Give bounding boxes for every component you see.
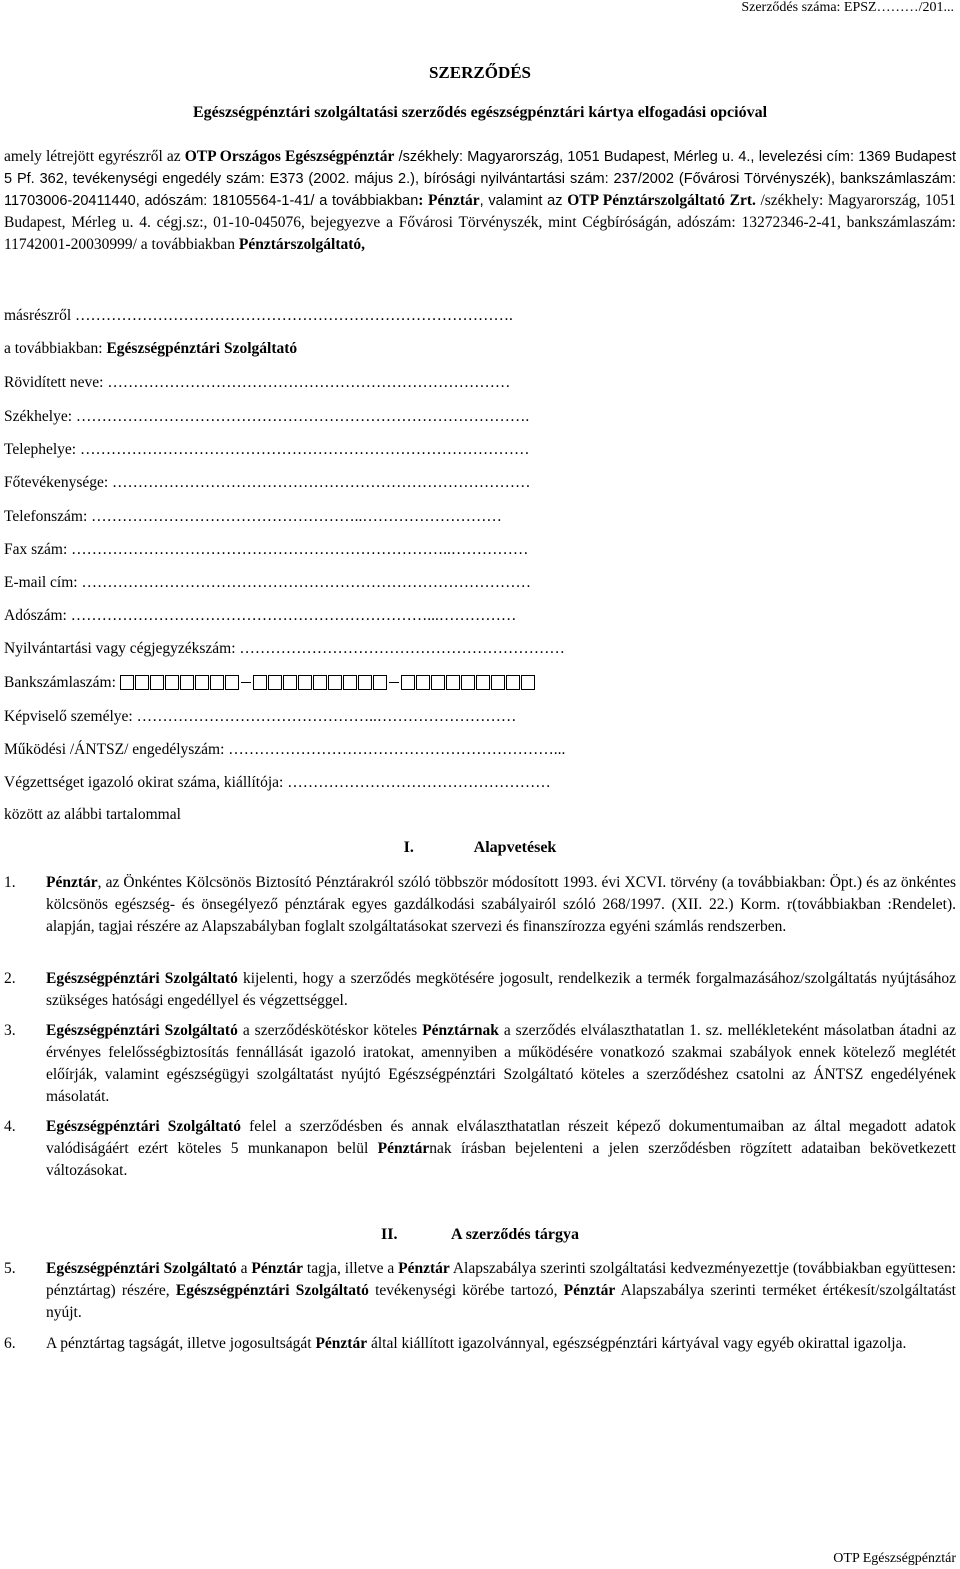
short-name-field[interactable]: Rövidített neve: …………………………………………………………………… [4, 374, 511, 391]
paragraph-6-number: 6. [4, 1335, 16, 1352]
paragraph-5-bold-1: Egészségpénztári Szolgáltató [46, 1260, 237, 1277]
intro-text-2: /székhely: Magyarország, 1051 Budapest, Mérleg u. 4., levelezési cím: 1369 Budapest 5 Pf. 362, tevékenységi engedély szám: E373 (2002. május 2.), bírósági nyilvántartási szám: 237/2002 (Fővárosi Törvényszék), bankszámlaszám: 11703006-20411440, adószám: 18105564-1-41/ a továbbiakban [4, 149, 956, 209]
paragraph-6-text-1: A pénztártag tagságát, illetve jogosultságát [46, 1335, 316, 1352]
digit-box[interactable] [313, 675, 327, 690]
paragraph-5-text-2: tagja, illetve a [303, 1260, 399, 1277]
content-intro-line: között az alábbi tartalommal [4, 806, 181, 823]
paragraph-5-number: 5. [4, 1260, 16, 1277]
contract-number-header: Szerződés száma: EPSZ………/201... [741, 0, 954, 15]
fund-short-name: : Pénztár [418, 192, 480, 209]
paragraph-5-text-4: tevékenységi körébe tartozó, [368, 1282, 564, 1299]
paragraph-5-bold-3: Pénztár [398, 1260, 450, 1277]
paragraph-4 [4, 1116, 956, 1182]
section-1-title: Alapvetések [473, 839, 557, 856]
paragraph-4-text-1: felel a szerződésben és annak elválaszthatatlan részeit képező dokumentumaiban az által megadott adatok valódiságáért ezért köteles 5 munkanapon belül [46, 1118, 957, 1157]
document-subtitle: Egészségpénztári szolgáltatási szerződés egészségpénztári kártya elfogadási opcióval [192, 104, 768, 121]
digit-box[interactable] [165, 675, 179, 690]
digit-box[interactable] [373, 675, 387, 690]
paragraph-5-text-3: Alapszabálya szerinti szolgáltatási kedvezményezettje (továbbiakban együttesen: pénztártag) részére, [46, 1260, 956, 1299]
digit-box[interactable] [150, 675, 164, 690]
section-2-number: II. [381, 1226, 398, 1243]
digit-box[interactable] [358, 675, 372, 690]
paragraph-1-number: 1. [4, 874, 16, 891]
seat-field[interactable]: Székhelye: ……………………………………………………………………………. [4, 408, 530, 425]
digit-box[interactable] [328, 675, 342, 690]
paragraph-5-text-5: Alapszabálya szerinti terméket értékesít/szolgáltatást nyújt. [46, 1282, 956, 1321]
digit-box[interactable] [506, 675, 520, 690]
paragraph-2-bold-1: Egészségpénztári Szolgáltató [46, 970, 238, 987]
dash-separator [241, 682, 251, 684]
paragraph-6-bold-1: Pénztár [315, 1335, 368, 1352]
digit-box[interactable] [431, 675, 445, 690]
digit-box[interactable] [461, 675, 475, 690]
digit-box[interactable] [180, 675, 194, 690]
bank-account-field [4, 674, 904, 695]
paragraph-1 [4, 872, 956, 938]
section-2-heading [0, 1226, 960, 1244]
site-field[interactable]: Telephelye: …………………………………………………………………………… [4, 441, 530, 458]
digit-box[interactable] [120, 675, 134, 690]
representative-field[interactable]: Képviselő személye: ………………………………………..……………………… [4, 708, 517, 725]
digit-box[interactable] [210, 675, 224, 690]
paragraph-2-number: 2. [4, 970, 16, 987]
fax-field[interactable]: Fax szám: ………………………………………………………………..…………… [4, 541, 529, 558]
paragraph-5-bold-5: Pénztár [563, 1282, 616, 1299]
paragraph-3 [4, 1020, 956, 1108]
tax-number-field[interactable]: Adószám: ……………………………………………………………...…………… [4, 607, 517, 624]
service-short-name: Pénztárszolgáltató, [238, 236, 366, 253]
paragraph-4-number: 4. [4, 1118, 16, 1135]
digit-box[interactable] [225, 675, 239, 690]
paragraph-3-number: 3. [4, 1022, 16, 1039]
paragraph-1-text-1: , az Önkéntes Kölcsönös Biztosító Pénztárakról szóló többször módosított 1993. évi XCVI. törvény (a továbbiakban: Öpt.) és az önkéntes kölcsönös egészség- és önsegélyező pénztárak egyes gazdálkodási szabályairól szóló 268/1997. (XII. 22.) Korm. r(továbbiakban :Rendelet). alapján, tagjai részére az Alapszabályban foglalt szolgáltatásokat szervezi és finanszírozza egyéni számlás rendszerben. [46, 874, 956, 935]
paragraph-1-bold-1: Pénztár [46, 874, 98, 891]
paragraph-4-bold-2: Pénztár [377, 1140, 430, 1157]
digit-box[interactable] [298, 675, 312, 690]
tovabbiakban-prefix: a továbbiakban: [4, 340, 107, 357]
otp-service-name: OTP Pénztárszolgáltató Zrt. [567, 192, 756, 209]
digit-box[interactable] [343, 675, 357, 690]
digit-box[interactable] [476, 675, 490, 690]
digit-box[interactable] [268, 675, 282, 690]
digit-box[interactable] [283, 675, 297, 690]
bank-account-label: Bankszámlaszám: [4, 674, 116, 691]
intro-text-1: amely létrejött egyrészről az [4, 148, 185, 165]
phone-field[interactable]: Telefonszám: ……………………………………………..……………………… [4, 508, 502, 525]
digit-box[interactable] [195, 675, 209, 690]
email-field[interactable]: E-mail cím: …………………………………………………………………………… [4, 574, 531, 591]
digit-box[interactable] [446, 675, 460, 690]
tovabbiakban-line [4, 340, 904, 358]
intro-paragraph [4, 146, 956, 256]
bank-account-boxes[interactable] [120, 675, 536, 695]
paragraph-4-bold-1: Egészségpénztári Szolgáltató [46, 1118, 241, 1135]
paragraph-6 [4, 1333, 956, 1355]
paragraph-5-bold-2: Pénztár [251, 1260, 304, 1277]
paragraph-2-text-1: kijelenti, hogy a szerződés megkötésére jogosult, rendelkezik a termék forgalmazásához/szolgáltatás nyújtásához szükséges hatósági engedéllyel és végzettséggel. [46, 970, 957, 1009]
masreszrol-line[interactable]: másrészről …………………………………………………………………………. [4, 307, 513, 324]
paragraph-3-text-1: a szerződéskötéskor köteles [237, 1022, 423, 1039]
dash-separator [389, 682, 399, 684]
qualification-document-field[interactable]: Végzettséget igazoló okirat száma, kiállítója: …………………………………………… [4, 774, 551, 791]
digit-box[interactable] [491, 675, 505, 690]
paragraph-4-text-2: nak írásban bejelenteni a jelen szerződésben rögzített adataiban bekövetkezett változásokat. [46, 1140, 957, 1179]
intro-text-3: , valamint az [479, 193, 568, 209]
section-1-heading [0, 839, 960, 857]
paragraph-3-bold-2: Pénztárnak [422, 1022, 499, 1039]
intro-text-4: /székhely: Magyarország, 1051 Budapest, Mérleg u. 4. cégj.sz:, 01-10-045076, bejegyezve a Fővárosi Törvényszék, mint Cégbíróságán, adószám: 13272346-2-41, bankszámlaszám: 11742001-20030999/ a továbbiakban [4, 192, 956, 253]
paragraph-6-text-2: által kiállított igazolvánnyal, egészségpénztári kártyával vagy egyéb okirattal igazolja. [367, 1335, 907, 1352]
paragraph-5 [4, 1258, 956, 1324]
section-2-title: A szerződés tárgya [451, 1226, 579, 1243]
digit-box[interactable] [416, 675, 430, 690]
section-1-number: I. [403, 839, 414, 856]
operating-license-field[interactable]: Működési /ÁNTSZ/ engedélyszám: ………………………………………………………... [4, 741, 566, 758]
provider-designation: Egészségpénztári Szolgáltató [106, 340, 298, 357]
paragraph-3-bold-1: Egészségpénztári Szolgáltató [46, 1022, 238, 1039]
digit-box[interactable] [401, 675, 415, 690]
digit-box[interactable] [135, 675, 149, 690]
digit-box[interactable] [253, 675, 267, 690]
document-title: SZERZŐDÉS [428, 63, 532, 82]
paragraph-5-bold-4: Egészségpénztári Szolgáltató [175, 1282, 369, 1299]
otp-fund-name: OTP Országos Egészségpénztár [184, 148, 395, 165]
registry-number-field[interactable]: Nyilvántartási vagy cégjegyzékszám: ……………………………………………………… [4, 640, 565, 657]
paragraph-3-text-2: a szerződés elválaszthatatlan 1. sz. mellékleteként másolatban átadni az érvényes felelősségbiztosítás fennállását igazoló iratokat, amennyiben a működésére vonatkozó szakmai szabályok ennek kötelező meglétét előírják, valamint egészségügyi szolgáltatást nyújtó Egészségpénztári Szolgáltató köteles a szerződéshez csatolni az ÁNTSZ engedélyének másolatát. [46, 1022, 956, 1105]
digit-box[interactable] [521, 675, 535, 690]
footer-brand: OTP Egészségpénztár [833, 1551, 956, 1566]
paragraph-5-text-1: a [236, 1260, 252, 1277]
paragraph-2 [4, 968, 956, 1012]
main-activity-field[interactable]: Főtevékenysége: ……………………………………………………………………… [4, 474, 531, 491]
